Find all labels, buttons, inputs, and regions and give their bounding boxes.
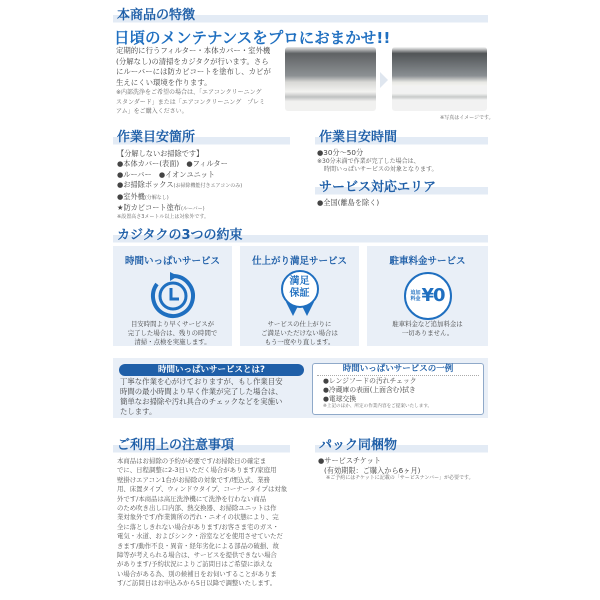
note: ※ご予約にはチケットに記載の「サービスナンバー」が必要です。 [326, 475, 474, 481]
work-time-value: ●30分～50分 [317, 148, 364, 157]
list-item: ●お掃除ボックス [117, 180, 174, 190]
text-line: 清掃・点検を実施します。 [134, 338, 211, 346]
list-item: ●ルーバー [117, 169, 152, 179]
badge-amount: ¥0 [421, 285, 445, 306]
text-line: 完了した場合は、残りの時間で [127, 329, 218, 337]
note-line: アム」をご購入ください。 [116, 108, 188, 116]
text-line: があります/予約状況によりご訪問日はご希望に添えな [117, 560, 273, 569]
section-heading-work-time: 作業目安時間 [315, 130, 488, 146]
intro: 【分解しないお掃除です】 [117, 149, 204, 158]
satisfaction-badge-icon [276, 270, 324, 318]
full-time-pill: 時間いっぱいサービスとは? [119, 364, 304, 376]
section-heading-features: 本商品の特徴 [113, 8, 488, 24]
package-contents [318, 456, 474, 482]
text-line: 生えにくい環境を作ります。 [116, 77, 212, 87]
text-line: す/ご訪問日はお申込みから5日以降で調整いたします。 [117, 579, 277, 588]
note-line: ※30分未満で作業が完了した場合は、 [317, 157, 420, 165]
examples-title: 時間いっぱいサービスの一例 [317, 364, 479, 376]
note: ※上記のほか、所定の作業内容をご提案いたします。 [323, 404, 433, 409]
text-line: 外です/本商品は高圧洗浄機にて洗浄を行わない商品 [117, 494, 267, 503]
card-title: 時間いっぱいサービス [124, 256, 220, 267]
text-line: 丁寧な作業を心がけておりますが、もし作業目安 [120, 377, 283, 386]
text-line: 目安時間より早くサービスが [130, 320, 215, 328]
photo-caption: ※写真はイメージです。 [440, 115, 494, 121]
section-heading-promises: カジタクの3つの約束 [113, 228, 488, 244]
card-title: 駐車料金サービス [389, 256, 466, 267]
section-heading-notes: ご利用上の注意事項 [113, 438, 290, 454]
zero-yen-icon [404, 272, 452, 320]
validity: (有効期限：ご購入から6ヶ月) [324, 465, 421, 475]
text-line: でに、日程調整に2-3日いただく場合があります/家庭用 [117, 466, 277, 475]
text-line: (分解なし)の清掃をカジタクが行います。さら [116, 56, 269, 66]
list-item-note: (ルーバー) [180, 206, 205, 213]
text-line: 電気・水道、およびシンク・浴室などを使用させていただ [117, 532, 283, 541]
full-time-body [120, 377, 283, 417]
text-line: にルーバーには防カビコートを塗布し、カビが [116, 67, 271, 77]
section-heading-work-areas: 作業目安箇所 [113, 130, 290, 146]
badge-text: 満足 [289, 276, 310, 287]
text-line: 業対象外です/作業箇所の汚れ・ニオイの状態により、完 [117, 513, 279, 522]
list-item: ●室外機 [117, 191, 145, 201]
text-line: 一切ありません。 [401, 329, 454, 337]
badge-text: 料金 [410, 296, 421, 302]
note-line: ※内部洗浄をご希望の場合は、「エアコンクリーニング [116, 89, 262, 97]
list-item: ★防カビコート塗布 [117, 203, 181, 213]
promise-card-satisfaction [240, 246, 359, 346]
list-item: ●電球交換 [323, 395, 357, 403]
text-line: たします。 [120, 407, 157, 417]
list-item: ●フィルター [186, 159, 228, 169]
text-line: 用、床置タイプ、ウィンドウタイプ、コーナータイプは対象 [117, 485, 288, 494]
text-line: もう一度やり直します。 [264, 338, 335, 346]
text-line: 全に落としきれない場合があります/お客さま宅のガス・ [117, 522, 279, 531]
text-line: 壁掛けエアコン1台がお掃除の対象です/埋込式、業務 [117, 475, 270, 484]
photo-after [392, 47, 487, 111]
badge-text: 保証 [289, 288, 310, 299]
headline: 日頃のメンテナンスをプロにおまかせ!! [114, 29, 391, 47]
photo-before [285, 47, 376, 111]
list-item: ●冷蔵庫の表面(上面含む)拭き [323, 386, 416, 394]
section-heading-package: パック同梱物 [315, 438, 488, 454]
badge-text: 追加 [410, 290, 421, 296]
text-line: 定期的に行うフィルター・本体カバー・室外機 [116, 46, 271, 55]
note: ※設置高さ3メートル以上は対象外です。 [117, 214, 209, 221]
note-line: 時間いっぱいサービスの対象となります。 [324, 166, 438, 173]
clock-icon [148, 271, 198, 321]
text-line: 駐車料金など追加料金は [392, 320, 463, 328]
work-time [317, 148, 438, 175]
text-line: のため吹き出し口内部、熱交換器、お掃除ユニットは作 [117, 504, 277, 513]
list-item: ●イオンユニット [158, 169, 215, 179]
text-line: 時間の最小時間より早く作業が完了した場合は、 [120, 387, 283, 397]
text-line: きます/動作不良・異音・経年劣化による部品の破損、故 [117, 541, 279, 550]
arrow-icon [380, 72, 388, 88]
promise-card-time [113, 246, 232, 346]
text-line: 障等が考えられる場合は、サービスを提供できない場合 [117, 551, 277, 560]
area-value: ●全国(離島を除く) [317, 198, 380, 207]
list-item-note: (分解なし) [144, 194, 169, 201]
list-item: ●サービスチケット [318, 456, 381, 465]
promise-card-parking [367, 246, 488, 346]
section-heading-area: サービス対応エリア [315, 180, 488, 196]
text-line: 本商品はお掃除の予約が必要です/お掃除日の確定ま [117, 457, 267, 465]
text-line: 簡単なお掃除や汚れ具合のチェックなどを実施い [120, 397, 283, 407]
card-title: 仕上がり満足サービス [251, 256, 347, 267]
notes-body [117, 457, 287, 589]
text-line: い場合がある為、別の候補日をお伺いすることがありま [117, 569, 277, 578]
list-item-note: (お掃除機能付きエアコンのみ) [173, 183, 243, 190]
work-areas-list [117, 149, 242, 221]
note-line: スタンダード」または「エアコンクリーニング プレミ [116, 98, 265, 106]
list-item: ●本体カバー(表面) [117, 159, 180, 169]
list-item: ●レンジフードの汚れチェック [323, 377, 417, 385]
feature-body [116, 46, 286, 117]
text-line: ご満足いただけない場合は [261, 329, 338, 337]
full-time-examples [312, 363, 484, 415]
text-line: サービスの仕上がりに [267, 320, 332, 328]
